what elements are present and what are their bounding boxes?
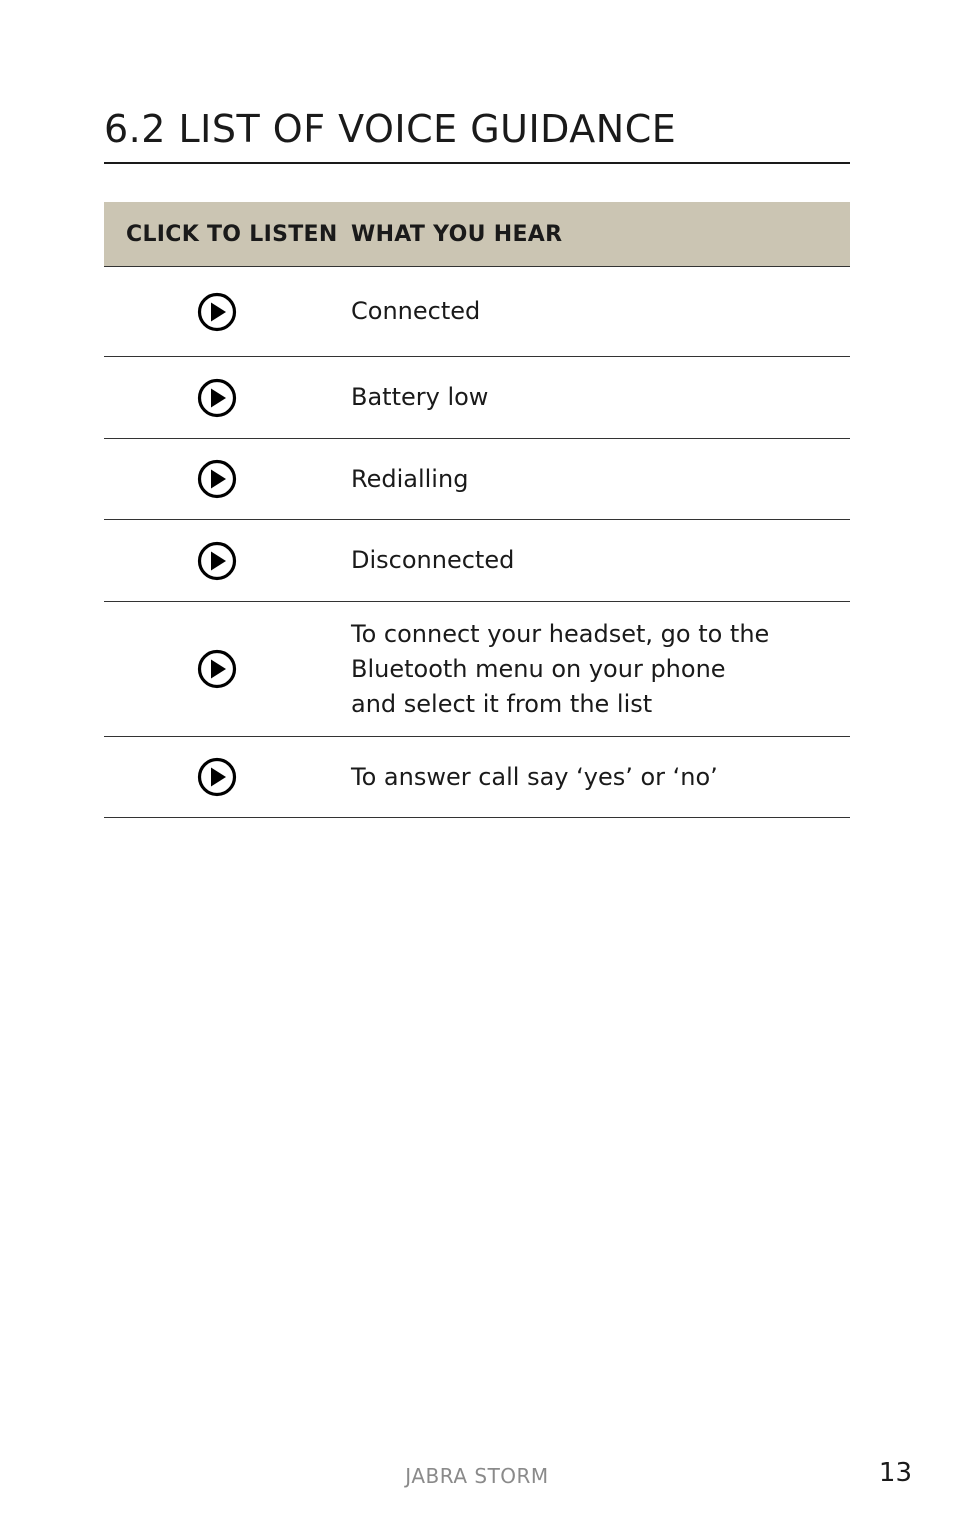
column-header-click-to-listen: CLICK TO LISTEN xyxy=(126,221,338,247)
play-icon[interactable] xyxy=(197,649,237,689)
table-row xyxy=(104,439,850,520)
voice-prompt-text: To connect your headset, go to the Bluetooth menu on your phone and select it from the list xyxy=(351,619,770,718)
page-number: 13 xyxy=(878,1458,912,1488)
table-row xyxy=(104,520,850,602)
play-icon[interactable] xyxy=(197,459,237,499)
voice-prompt-text: Connected xyxy=(351,297,481,325)
play-icon[interactable] xyxy=(197,541,237,581)
column-header-what-you-hear: WHAT YOU HEAR xyxy=(351,221,563,247)
play-icon[interactable] xyxy=(197,378,237,418)
play-cell xyxy=(104,541,351,581)
title-divider xyxy=(104,162,850,164)
play-cell xyxy=(104,292,351,332)
play-icon[interactable] xyxy=(197,292,237,332)
table-row xyxy=(104,357,850,439)
play-cell xyxy=(104,459,351,499)
table-row xyxy=(104,602,850,737)
table-row xyxy=(104,737,850,818)
table-row xyxy=(104,267,850,357)
voice-prompt-text: Battery low xyxy=(351,383,489,411)
voice-prompt-text: Redialling xyxy=(351,464,469,493)
voice-prompt-text: Disconnected xyxy=(351,546,515,574)
table-header xyxy=(104,202,850,267)
play-cell xyxy=(104,649,351,689)
play-cell xyxy=(104,378,351,418)
footer-brand: JABRA STORM xyxy=(405,1464,549,1488)
play-cell xyxy=(104,757,351,797)
play-icon[interactable] xyxy=(197,757,237,797)
voice-guidance-table xyxy=(104,202,850,818)
voice-prompt-text: To answer call say ‘yes’ or ‘no’ xyxy=(351,762,718,791)
page-title: 6.2 LIST OF VOICE GUIDANCE xyxy=(104,107,677,151)
